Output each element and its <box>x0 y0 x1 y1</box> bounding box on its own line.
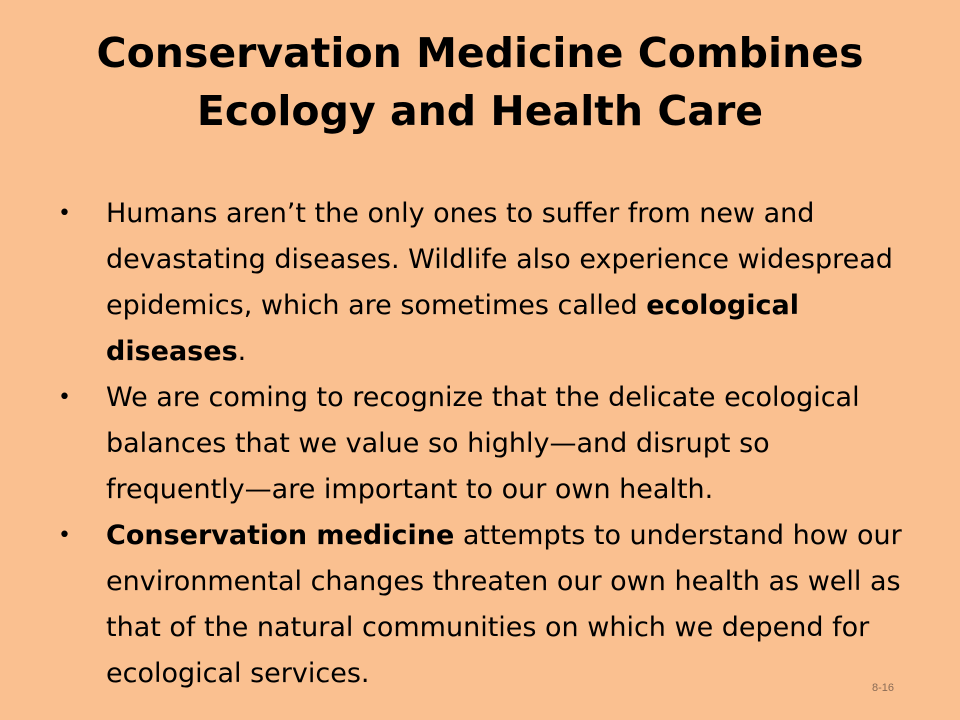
bullet-item <box>56 191 916 375</box>
bullet-text: We are coming to recognize that the delicate ecological balances that we value so highly—and disrupt so frequently—are important to our own health. <box>106 382 860 505</box>
bullet-item <box>56 513 916 697</box>
bullet-icon: • <box>58 385 71 410</box>
slide-title <box>40 24 920 140</box>
bullet-term-conservation-medicine: Conservation medicine <box>106 520 455 551</box>
page-number: 8-16 <box>872 682 895 694</box>
title-line-1: Conservation Medicine Combines <box>96 29 864 77</box>
bullet-text-end: . <box>237 336 247 367</box>
bullet-icon: • <box>58 523 71 548</box>
bullet-text: attempts to understand how our environmental changes threaten our own health as well as that of the natural communities on which we depend for ecological services. <box>106 520 902 689</box>
bullet-text: Humans aren’t the only ones to suffer from new and devastating diseases. Wildlife also experience widespread epidemics, which are sometimes called <box>106 198 893 321</box>
bullet-term-ecological-diseases: ecological diseases <box>106 290 799 367</box>
title-line-2: Ecology and Health Care <box>196 87 764 135</box>
bullet-list <box>56 191 916 697</box>
bullet-icon: • <box>58 201 71 226</box>
bullet-item <box>56 375 916 513</box>
